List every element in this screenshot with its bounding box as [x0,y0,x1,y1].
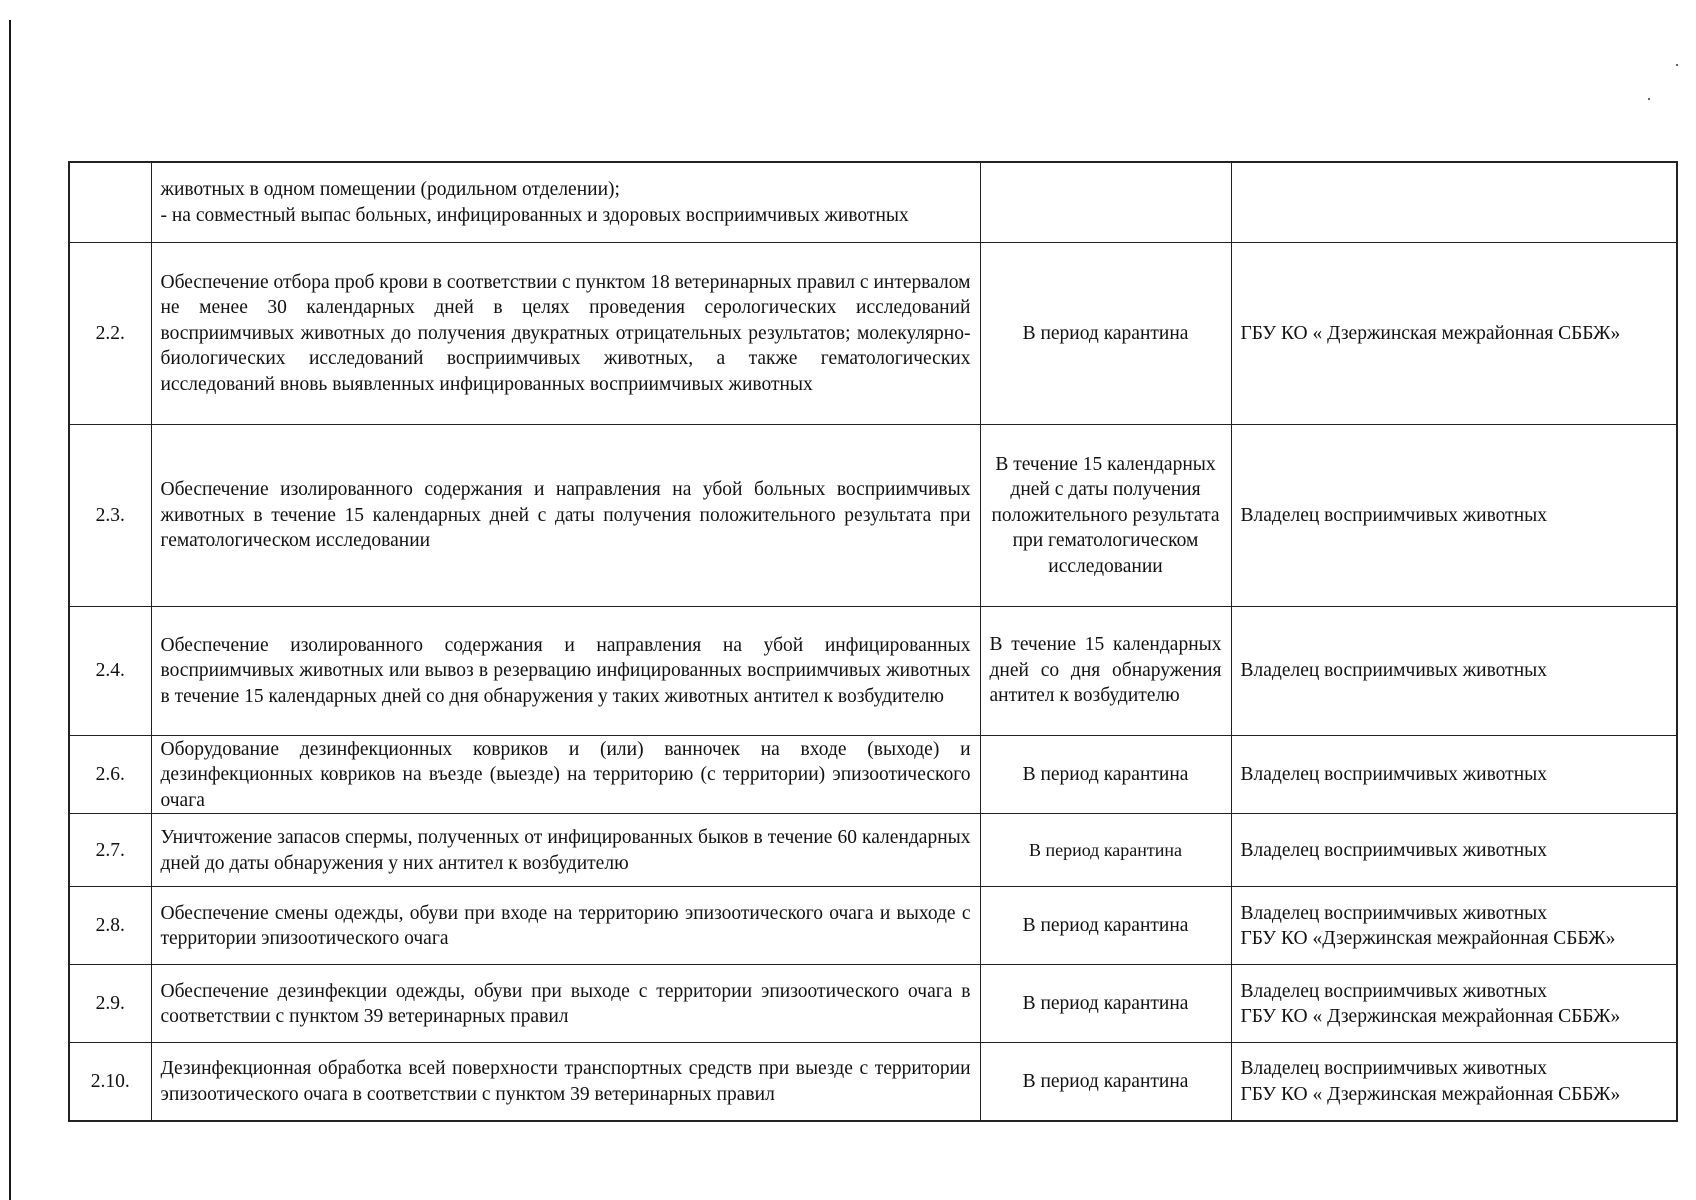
measure-text: Уничтожение запасов спермы, полученных от инфицированных быков в течение 60 календарных дней до даты обнаружения у них антител к возбудителю [160,827,971,874]
measure-text: Обеспечение отбора проб крови в соответствии с пунктом 18 ветеринарных правил с интервалом не менее 30 календарных дней в целях проведения серологических исследований восприимчивых животных до получения двукратных отрицательных результатов; молекулярно-биологических исследований восприимчивых животных, а также гематологических исследований вновь выявленных инфицированных восприимчивых животных [160,271,971,395]
row-number: 2.3. [69,424,151,606]
measure-cell [151,887,980,965]
responsible-cell [1231,814,1677,887]
responsible-cell [1231,424,1677,606]
responsible-text: ГБУ КО « Дзержинская межрайонная СББЖ» [1240,1083,1621,1105]
term-cell [980,162,1231,242]
measure-cell [151,162,980,242]
responsible-text: ГБУ КО «Дзержинская межрайонная СББЖ» [1240,928,1616,949]
measure-cell [151,1043,980,1121]
row-number [69,162,151,242]
responsible-text: Владелец восприимчивых животных [1240,1058,1547,1080]
responsible-cell [1231,965,1677,1043]
responsible-cell [1231,242,1677,424]
scan-speck [1676,64,1678,66]
term-cell: В период карантина [980,887,1231,965]
responsible-cell [1231,735,1677,814]
measures-table [68,161,1678,1122]
measure-cell [151,735,980,814]
table-row [69,814,1677,887]
row-number: 2.9. [69,965,151,1043]
term-cell: В период карантина [980,965,1231,1043]
row-number: 2.10. [69,1043,151,1121]
responsible-text: Владелец восприимчивых животных [1240,980,1547,1002]
measure-text: Обеспечение изолированного содержания и направления на убой инфицированных восприимчивых животных или вывоз в резервацию инфицированных восприимчивых животных в течение 15 календарных дней со дня обнаружения у таких животных антител к возбудителю [160,634,971,707]
measure-text: - на совместный выпас больных, инфицированных и здоровых восприимчивых животных [160,204,909,226]
responsible-cell [1231,606,1677,735]
term-cell: В течение 15 календарных дней со дня обнаружения антител к возбудителю [980,606,1231,735]
page-left-edge-line [9,20,11,1200]
responsible-cell [1231,1043,1677,1121]
measure-cell [151,965,980,1043]
table-row [69,424,1677,606]
term-cell: В течение 15 календарных дней с даты получения положительного результата при гематологическом исследовании [980,424,1231,606]
row-number: 2.4. [69,606,151,735]
row-number: 2.6. [69,735,151,814]
measure-cell [151,424,980,606]
responsible-text: ГБУ КО « Дзержинская межрайонная СББЖ» [1240,322,1621,344]
table-row [69,887,1677,965]
row-number: 2.7. [69,814,151,887]
measure-cell [151,242,980,424]
table-row [69,242,1677,424]
responsible-text: Владелец восприимчивых животных [1240,660,1547,682]
responsible-text: Владелец восприимчивых животных [1240,764,1547,785]
term-cell: В период карантина [980,735,1231,814]
term-cell: В период карантина [980,242,1231,424]
table-row [69,1043,1677,1121]
responsible-text: Владелец восприимчивых животных [1240,839,1547,861]
responsible-cell [1231,887,1677,965]
measure-cell [151,606,980,735]
responsible-cell [1231,162,1677,242]
row-number: 2.8. [69,887,151,965]
measure-cell [151,814,980,887]
table-row [69,606,1677,735]
measure-text: Дезинфекционная обработка всей поверхности транспортных средств при выезде с территории эпизоотического очага в соответствии с пунктом 39 ветеринарных правил [160,1058,971,1105]
term-cell: В период карантина [980,814,1231,887]
measure-text: Обеспечение изолированного содержания и направления на убой больных восприимчивых животных в течение 15 календарных дней с даты получения положительного результата при гематологическом исследовании [160,479,971,552]
measure-text: животных в одном помещении (родильном отделении); [160,179,620,201]
term-cell: В период карантина [980,1043,1231,1121]
responsible-text: Владелец восприимчивых животных [1240,902,1547,924]
table-row [69,162,1677,242]
measure-text: Обеспечение смены одежды, обуви при входе на территорию эпизоотического очага и выходе с территории эпизоотического очага [160,902,971,949]
row-number: 2.2. [69,242,151,424]
responsible-text: Владелец восприимчивых животных [1240,504,1547,526]
measure-text: Обеспечение дезинфекции одежды, обуви при выходе с территории эпизоотического очага в соответствии с пунктом 39 ветеринарных правил [160,980,971,1027]
table-row [69,735,1677,814]
scan-speck [1648,98,1650,100]
measure-text: Оборудование дезинфекционных ковриков и (или) ванночек на входе (выходе) и дезинфекционных ковриков на въезде (выезде) на территорию (с территории) эпизоотического очага [160,738,971,811]
table-row [69,965,1677,1043]
responsible-text: ГБУ КО « Дзержинская межрайонная СББЖ» [1240,1006,1621,1027]
